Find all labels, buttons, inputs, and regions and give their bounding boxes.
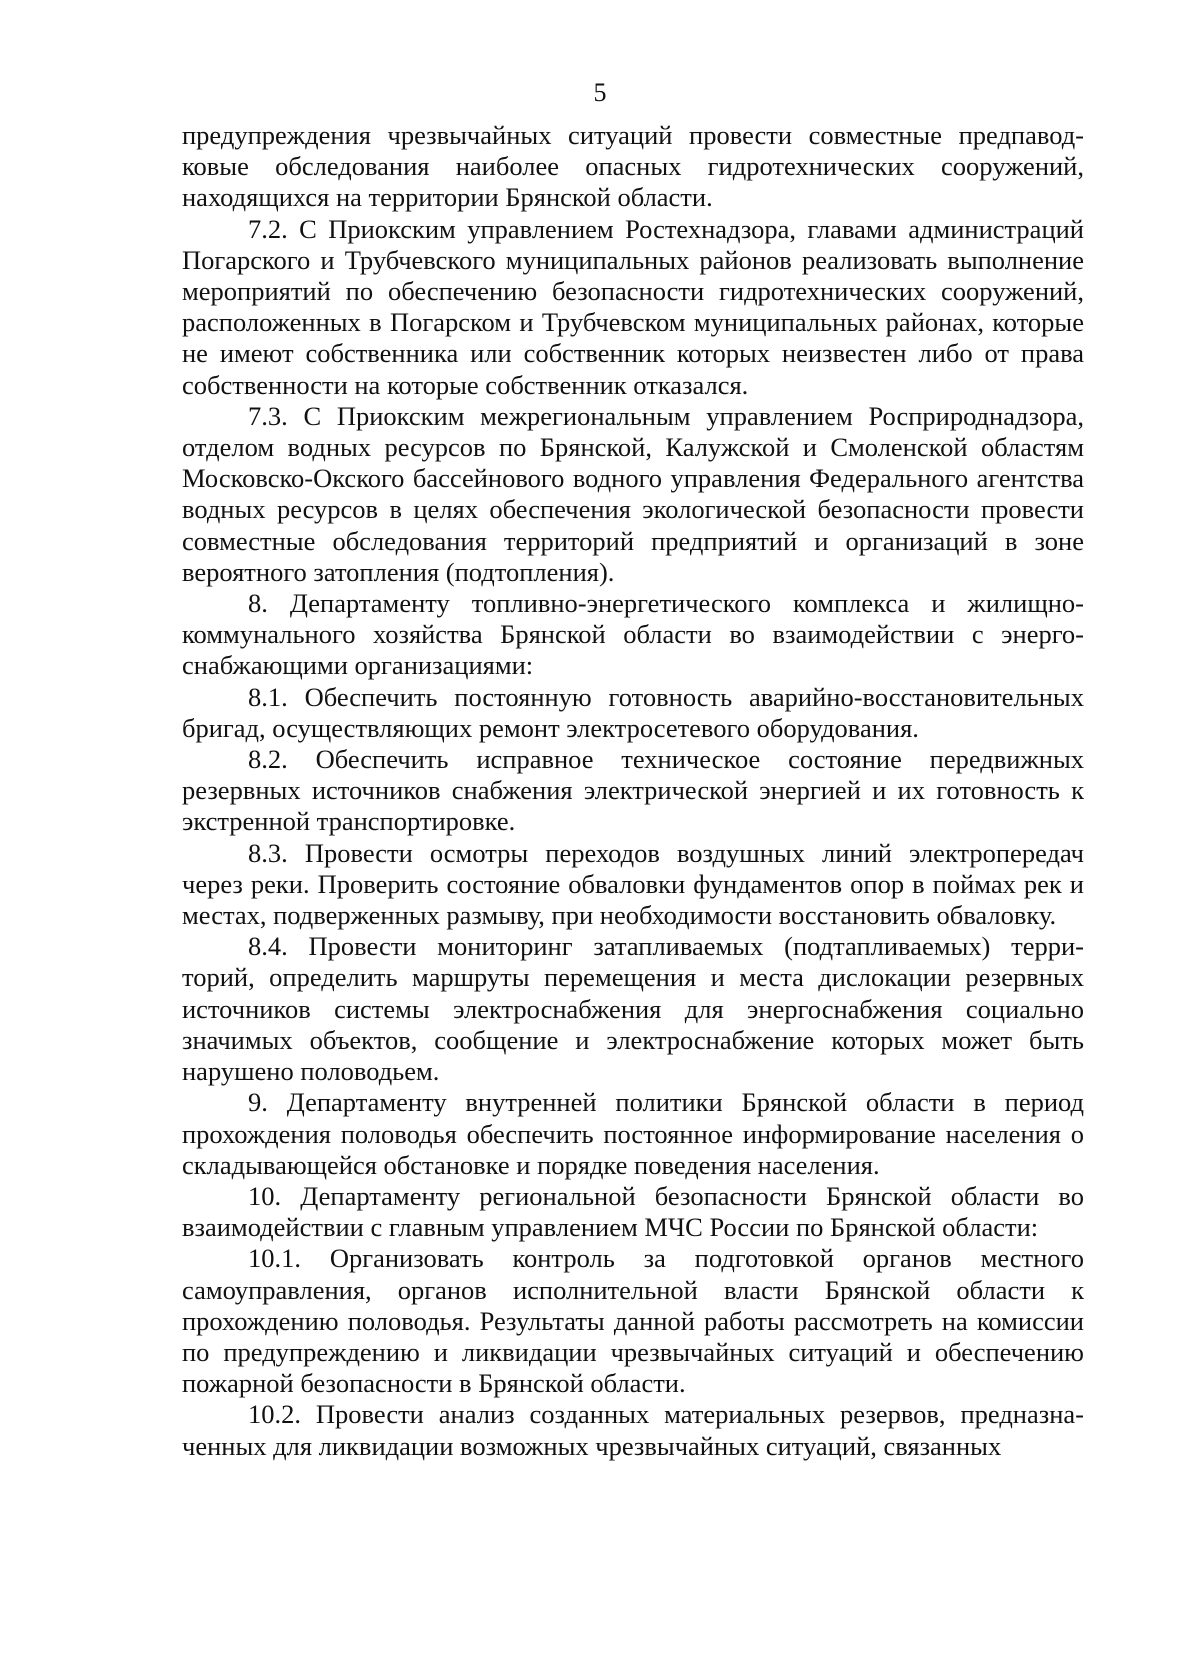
- paragraph-10: 10. Департаменту региональной безопасности Брянской области во взаимодействии с главным управлением МЧС России по Брянской области:: [182, 1180, 1084, 1243]
- paragraph-8-3: 8.3. Провести осмотры переходов воздушных линий электропередач через реки. Проверить состояние обваловки фундаментов опор в поймах рек и местах, подверженных размыву, при необходимости восстановить обваловку.: [182, 837, 1084, 931]
- paragraph-8: 8. Департаменту топливно-энергетического комплекса и жилищно-коммунального хозяйства Брянской области во взаимодействии с энерго-снабжающими организациями:: [182, 588, 1084, 681]
- paragraph-7-3: 7.3. С Приокским межрегиональным управлением Росприроднадзора, отделом водных ресурсов по Брянской, Калужской и Смоленской областям Московско-Окского бассейнового водного управления Федерального агентства водных ресурсов в целях обеспечения экологической безопасности провести совместные обследования территорий предприятий и организаций в зоне вероятного затопления (подтопления).: [182, 400, 1084, 587]
- paragraph-8-2: 8.2. Обеспечить исправное техническое состояние передвижных резервных источников снабжения электрической энергией и их готовность к экстренной транспортировке.: [182, 744, 1084, 837]
- paragraph-7-2: 7.2. С Приокским управлением Ростехнадзора, главами администраций Погарского и Трубчевского муниципальных районов реализовать выполнение мероприятий по обеспечению безопасности гидротехнических сооружений, расположенных в Погарском и Трубчевском муниципальных районах, которые не имеют собственника или собственник которых неизвестен либо от права собственности на которые собственник отказался.: [182, 213, 1084, 400]
- document-body: [182, 120, 1084, 1462]
- paragraph-8-1: 8.1. Обеспечить постоянную готовность аварийно-восстановительных бригад, осуществляющих ремонт электросетевого оборудования.: [182, 681, 1084, 743]
- paragraph-9: 9. Департаменту внутренней политики Брянской области в период прохождения половодья обеспечить постоянное информирование населения о складывающейся обстановке и порядке поведения населения.: [182, 1087, 1084, 1180]
- paragraph-10-2: 10.2. Провести анализ созданных материальных резервов, предназна-ченных для ликвидации возможных чрезвычайных ситуаций, связанных: [182, 1399, 1084, 1461]
- page-number: 5: [593, 78, 607, 107]
- paragraph-8-4: 8.4. Провести мониторинг затапливаемых (подтапливаемых) терри-торий, определить маршруты перемещения и места дислокации резервных источников системы электроснабжения для энергоснабжения социально значимых объектов, сообщение и электроснабжение которых может быть нарушено половодьем.: [182, 931, 1084, 1087]
- paragraph-continuation: предупреждения чрезвычайных ситуаций провести совместные предпавод-ковые обследования наиболее опасных гидротехнических сооружений, находящихся на территории Брянской области.: [182, 120, 1084, 213]
- paragraph-10-1: 10.1. Организовать контроль за подготовкой органов местного самоуправления, органов исполнительной власти Брянской области к прохождению половодья. Результаты данной работы рассмотреть на комиссии по предупреждению и ликвидации чрезвычайных ситуаций и обеспечению пожарной безопасности в Брянской области.: [182, 1243, 1084, 1399]
